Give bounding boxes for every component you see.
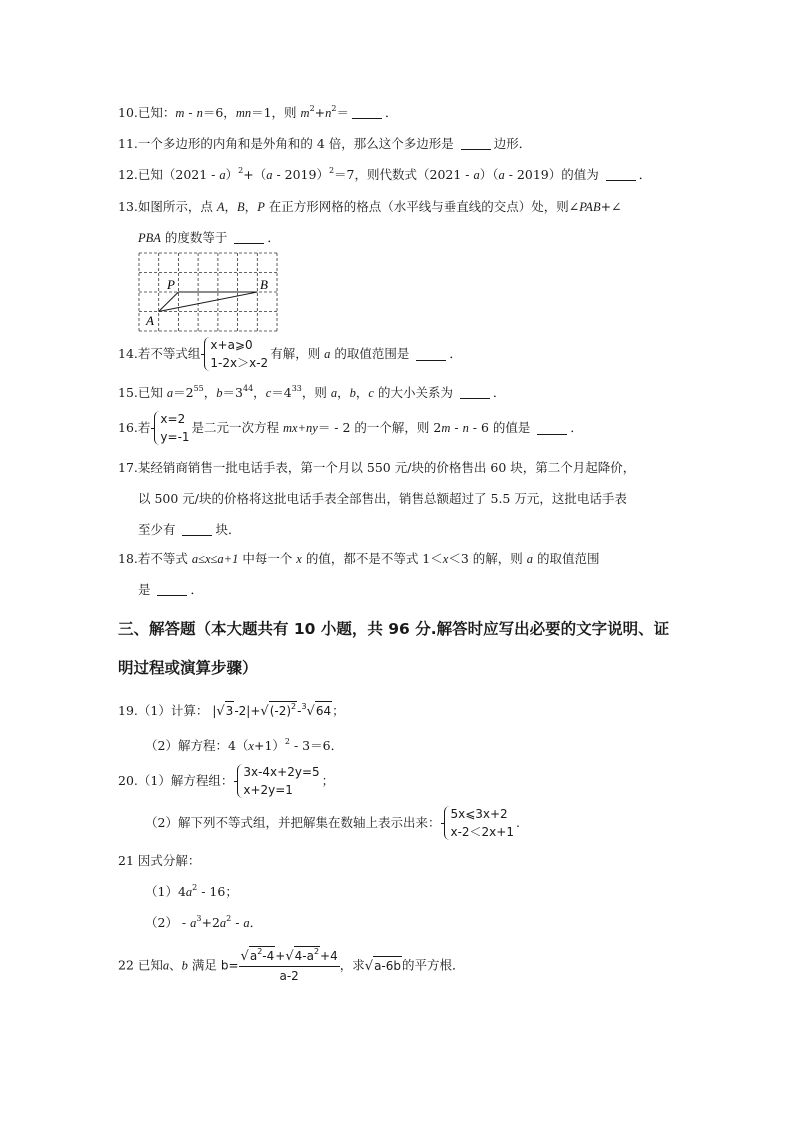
answer-blank[interactable] xyxy=(416,348,446,361)
segment-ab xyxy=(159,292,258,312)
question-21-part-1: $(1)4a^2 - 16$； xyxy=(145,883,238,899)
question-14: 14.若不等式组 x+a⩾0 1-2x＞x-2 有解，则 a 的取值范围是 ． xyxy=(118,338,462,370)
question-number: 18. xyxy=(118,551,138,566)
question-17: 17.某经销商销售一批电话手表，第一个月以 550 元/块的价格售出 60 块，第二个月起降价， xyxy=(118,460,636,475)
question-12: 12.已知（2021 - a）$^2$+（a - 2019）$^2$＝7，则代数式（2021 - a）（a - 2019）的值为 ． xyxy=(118,166,652,182)
question-number: 10. xyxy=(118,105,138,120)
question-20-part-2: （2）解下列不等式组，并把解集在数轴上表示出来： 5x⩽3x+2 x-2＜2x+1 . xyxy=(145,807,520,839)
expression: $|√3-2|+√(-2)^2-^3√64$ xyxy=(212,702,332,719)
question-16: 16.若 x=2 y=-1 是二元一次方程 mx+ny＝ - 2 的一个解，则 2m - n - 6 的值是 ． xyxy=(118,412,583,444)
section-heading-continued: 明过程或演算步骤） xyxy=(118,659,258,677)
question-15: 15.已知 $a=2^{55}$，$b=3^{44}$，$c=4^{33}$，则 a，b，c 的大小关系为 ． xyxy=(118,384,506,400)
fraction: $\frac{√a^2-4+√4-a^2+4}{a-2}$ xyxy=(240,947,338,983)
question-21: 21 因式分解： xyxy=(118,853,201,868)
answer-blank[interactable] xyxy=(352,106,382,119)
triangle-lines xyxy=(159,292,258,312)
question-19-part-2: （2）解方程：$4(x+1)^2 - 3=6$． xyxy=(145,737,344,753)
question-18-continued: 是 ． xyxy=(138,582,203,597)
question-number: 22 xyxy=(118,957,138,973)
question-13-continued: PBA 的度数等于 ． xyxy=(138,230,280,245)
question-22: 22 已知a、b 满足 b= $\frac{√a^2-4+√4-a^2+4}{a-2}$ ，求√a-6b的平方根． xyxy=(118,947,465,983)
question-number: 17. xyxy=(118,460,138,475)
question-number: 20. xyxy=(118,773,138,788)
question-number: 13. xyxy=(118,199,138,214)
point-p-label: P xyxy=(167,277,175,292)
answer-blank[interactable] xyxy=(461,137,491,150)
question-number: 15. xyxy=(118,385,138,400)
question-19-part-1: 19.（1）计算： $|√3-2|+√(-2)^2-^3√64$； xyxy=(118,702,345,719)
question-number: 21 xyxy=(118,853,138,868)
question-11: 11.一个多边形的内角和是外角和的 4 倍，那么这个多边形是 边形． xyxy=(118,136,532,151)
answer-blank[interactable] xyxy=(537,422,567,435)
question-number: 12. xyxy=(118,167,138,182)
inequality-system: 5x⩽3x+2 x-2＜2x+1 xyxy=(441,805,514,841)
question-number: 14. xyxy=(118,346,138,361)
question-number: 11. xyxy=(118,136,138,151)
question-number: 19. xyxy=(118,703,138,718)
equation-system: 3x-4x+2y=5 x+2y=1 xyxy=(234,763,319,799)
answer-blank[interactable] xyxy=(606,168,636,181)
question-number: 16. xyxy=(118,420,138,435)
sqrt-expression: √a-6b xyxy=(365,959,402,973)
answer-blank[interactable] xyxy=(460,386,490,399)
inequality-system: x+a⩾0 1-2x＞x-2 xyxy=(201,336,268,372)
answer-blank[interactable] xyxy=(157,583,187,596)
point-b-label: B xyxy=(260,277,268,292)
question-17-line-2: 以 500 元/块的价格将这批电话手表全部售出，销售总额超过了 5.5 万元，这批电话手表 xyxy=(138,491,627,506)
section-heading: 三、解答题（本大题共有 10 小题，共 96 分.解答时应写出必要的文字说明、证 xyxy=(118,620,670,638)
solution-pair: x=2 y=-1 xyxy=(151,410,189,446)
question-18: 18.若不等式 a≤x≤a+1 中每一个 x 的值，都不是不等式 1＜x＜3 的解，则 a 的取值范围 xyxy=(118,551,600,566)
question-13: 13.如图所示，点 A，B，P 在正方形网格的格点（水平线与垂直线的交点）处，则∠PAB+∠ xyxy=(118,199,622,214)
question-21-part-2: $(2) - a^3+2a^2 - a$． xyxy=(145,914,263,930)
answer-blank[interactable] xyxy=(182,523,212,536)
answer-blank[interactable] xyxy=(234,231,264,244)
question-20-part-1: 20.（1）解方程组： 3x-4x+2y=5 x+2y=1 ； xyxy=(118,765,335,797)
square-grid-figure xyxy=(138,252,280,334)
question-10: 10.已知：m - n＝6，mn＝1，则 $m^2+n^2=$ ． xyxy=(118,104,398,120)
point-a-label: A xyxy=(146,313,154,328)
question-17-line-3: 至少有 块． xyxy=(138,522,241,537)
